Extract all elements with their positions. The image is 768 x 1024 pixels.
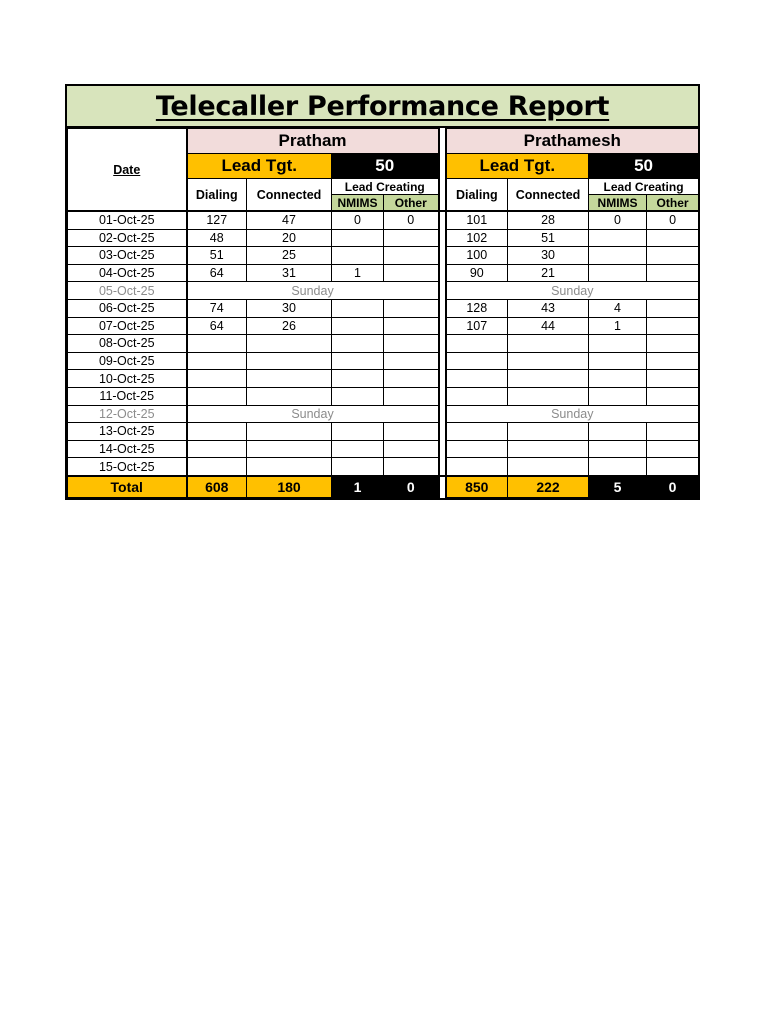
dialing-cell: 127 xyxy=(187,211,247,229)
other-cell xyxy=(384,423,439,441)
total-label: Total xyxy=(68,476,187,498)
connected-cell xyxy=(508,458,589,476)
other-cell xyxy=(384,335,439,353)
agent-name-prathamesh: Prathamesh xyxy=(446,129,699,154)
column-separator xyxy=(439,264,446,282)
date-cell: 11-Oct-25 xyxy=(68,387,187,405)
connected-cell: 25 xyxy=(247,247,332,265)
date-cell: 01-Oct-25 xyxy=(68,211,187,229)
table-row xyxy=(68,335,699,353)
connected-cell: 30 xyxy=(508,247,589,265)
dialing-cell xyxy=(446,440,508,458)
other-cell xyxy=(647,440,699,458)
other-cell xyxy=(647,352,699,370)
total-connected: 222 xyxy=(508,476,589,498)
connected-cell: 21 xyxy=(508,264,589,282)
nmims-cell xyxy=(589,247,647,265)
connected-cell xyxy=(508,370,589,388)
connected-cell xyxy=(508,387,589,405)
dialing-cell: 48 xyxy=(187,229,247,247)
lead-target-label: Lead Tgt. xyxy=(446,154,589,179)
other-header: Other xyxy=(384,195,439,212)
date-cell: 10-Oct-25 xyxy=(68,370,187,388)
column-separator xyxy=(439,282,446,300)
connected-cell: 31 xyxy=(247,264,332,282)
total-nmims: 5 xyxy=(589,476,647,498)
dialing-cell: 74 xyxy=(187,299,247,317)
dialing-cell xyxy=(187,440,247,458)
nmims-header: NMIMS xyxy=(589,195,647,212)
nmims-cell: 0 xyxy=(332,211,384,229)
nmims-cell xyxy=(589,264,647,282)
nmims-cell xyxy=(332,387,384,405)
other-cell xyxy=(647,247,699,265)
other-cell: 0 xyxy=(384,211,439,229)
table-row xyxy=(68,247,699,265)
dialing-cell xyxy=(446,335,508,353)
date-header: Date xyxy=(68,129,187,212)
dialing-cell xyxy=(446,458,508,476)
dialing-cell: 128 xyxy=(446,299,508,317)
connected-cell: 20 xyxy=(247,229,332,247)
nmims-cell xyxy=(332,458,384,476)
total-dialing: 608 xyxy=(187,476,247,498)
table-row xyxy=(68,264,699,282)
total-other: 0 xyxy=(647,476,699,498)
nmims-cell xyxy=(332,440,384,458)
column-separator xyxy=(439,423,446,441)
column-separator xyxy=(439,476,446,498)
other-cell xyxy=(384,352,439,370)
nmims-cell xyxy=(332,370,384,388)
table-row xyxy=(68,211,699,229)
date-cell: 02-Oct-25 xyxy=(68,229,187,247)
table-row xyxy=(68,458,699,476)
table-row xyxy=(68,352,699,370)
connected-cell: 28 xyxy=(508,211,589,229)
dialing-cell: 64 xyxy=(187,264,247,282)
report-title: Telecaller Performance Report xyxy=(155,90,610,122)
dialing-cell xyxy=(187,423,247,441)
connected-cell xyxy=(247,458,332,476)
dialing-header: Dialing xyxy=(446,179,508,212)
date-cell: 09-Oct-25 xyxy=(68,352,187,370)
date-cell: 13-Oct-25 xyxy=(68,423,187,441)
dialing-cell: 51 xyxy=(187,247,247,265)
table-row xyxy=(68,387,699,405)
lead-creating-header: Lead Creating xyxy=(589,179,699,195)
nmims-cell xyxy=(589,387,647,405)
nmims-cell xyxy=(589,440,647,458)
other-cell xyxy=(647,423,699,441)
dialing-header: Dialing xyxy=(187,179,247,212)
column-separator xyxy=(439,129,446,212)
connected-header: Connected xyxy=(508,179,589,212)
other-cell xyxy=(384,264,439,282)
connected-cell xyxy=(508,335,589,353)
dialing-cell xyxy=(446,387,508,405)
connected-cell: 43 xyxy=(508,299,589,317)
dialing-cell xyxy=(446,370,508,388)
dialing-cell: 90 xyxy=(446,264,508,282)
date-cell: 07-Oct-25 xyxy=(68,317,187,335)
date-cell: 06-Oct-25 xyxy=(68,299,187,317)
dialing-cell: 107 xyxy=(446,317,508,335)
nmims-cell xyxy=(332,247,384,265)
other-cell xyxy=(384,387,439,405)
sunday-label: Sunday xyxy=(187,282,439,300)
connected-cell: 30 xyxy=(247,299,332,317)
performance-report xyxy=(65,84,700,500)
dialing-cell xyxy=(187,335,247,353)
sunday-label: Sunday xyxy=(187,405,439,423)
date-cell: 12-Oct-25 xyxy=(68,405,187,423)
table-row xyxy=(68,423,699,441)
nmims-cell xyxy=(589,423,647,441)
connected-cell: 51 xyxy=(508,229,589,247)
connected-header: Connected xyxy=(247,179,332,212)
total-nmims: 1 xyxy=(332,476,384,498)
table-row xyxy=(68,370,699,388)
nmims-cell xyxy=(589,229,647,247)
nmims-cell xyxy=(332,229,384,247)
nmims-cell xyxy=(332,423,384,441)
table-row xyxy=(68,405,699,423)
date-cell: 03-Oct-25 xyxy=(68,247,187,265)
column-separator xyxy=(439,335,446,353)
table-row xyxy=(68,229,699,247)
nmims-header: NMIMS xyxy=(332,195,384,212)
nmims-cell: 0 xyxy=(589,211,647,229)
total-dialing: 850 xyxy=(446,476,508,498)
lead-creating-header: Lead Creating xyxy=(332,179,439,195)
connected-cell xyxy=(247,423,332,441)
table-row xyxy=(68,440,699,458)
other-cell xyxy=(647,387,699,405)
nmims-cell xyxy=(589,370,647,388)
date-cell: 08-Oct-25 xyxy=(68,335,187,353)
total-connected: 180 xyxy=(247,476,332,498)
other-cell xyxy=(647,317,699,335)
dialing-cell: 101 xyxy=(446,211,508,229)
report-table xyxy=(67,128,699,498)
dialing-cell: 100 xyxy=(446,247,508,265)
other-cell: 0 xyxy=(647,211,699,229)
table-row xyxy=(68,299,699,317)
other-header: Other xyxy=(647,195,699,212)
column-separator xyxy=(439,299,446,317)
column-separator xyxy=(439,405,446,423)
lead-target-label: Lead Tgt. xyxy=(187,154,332,179)
other-cell xyxy=(647,264,699,282)
column-separator xyxy=(439,317,446,335)
sunday-label: Sunday xyxy=(446,282,699,300)
nmims-cell xyxy=(589,335,647,353)
agent-name-pratham: Pratham xyxy=(187,129,439,154)
other-cell xyxy=(647,229,699,247)
date-cell: 05-Oct-25 xyxy=(68,282,187,300)
dialing-cell xyxy=(446,352,508,370)
nmims-cell: 4 xyxy=(589,299,647,317)
connected-cell xyxy=(508,352,589,370)
other-cell xyxy=(384,247,439,265)
connected-cell xyxy=(247,440,332,458)
connected-cell xyxy=(508,423,589,441)
column-separator xyxy=(439,387,446,405)
nmims-cell xyxy=(332,335,384,353)
other-cell xyxy=(384,229,439,247)
nmims-cell xyxy=(332,352,384,370)
connected-cell: 44 xyxy=(508,317,589,335)
dialing-cell xyxy=(187,370,247,388)
column-separator xyxy=(439,440,446,458)
table-row xyxy=(68,317,699,335)
total-other: 0 xyxy=(384,476,439,498)
connected-cell xyxy=(247,387,332,405)
date-cell: 15-Oct-25 xyxy=(68,458,187,476)
other-cell xyxy=(384,370,439,388)
dialing-cell xyxy=(446,423,508,441)
other-cell xyxy=(647,370,699,388)
total-row xyxy=(68,476,699,498)
other-cell xyxy=(647,458,699,476)
dialing-cell xyxy=(187,387,247,405)
column-separator xyxy=(439,352,446,370)
table-row xyxy=(68,282,699,300)
other-cell xyxy=(384,458,439,476)
other-cell xyxy=(384,299,439,317)
connected-cell xyxy=(247,370,332,388)
connected-cell xyxy=(508,440,589,458)
column-separator xyxy=(439,247,446,265)
lead-target-value: 50 xyxy=(589,154,699,179)
column-separator xyxy=(439,229,446,247)
connected-cell: 47 xyxy=(247,211,332,229)
nmims-cell: 1 xyxy=(589,317,647,335)
other-cell xyxy=(647,299,699,317)
connected-cell xyxy=(247,335,332,353)
connected-cell xyxy=(247,352,332,370)
nmims-cell xyxy=(589,352,647,370)
title-bar xyxy=(67,86,698,128)
lead-target-value: 50 xyxy=(332,154,439,179)
nmims-cell xyxy=(332,317,384,335)
column-separator xyxy=(439,458,446,476)
sunday-label: Sunday xyxy=(446,405,699,423)
nmims-cell xyxy=(589,458,647,476)
date-cell: 14-Oct-25 xyxy=(68,440,187,458)
dialing-cell xyxy=(187,352,247,370)
other-cell xyxy=(647,335,699,353)
nmims-cell: 1 xyxy=(332,264,384,282)
column-separator xyxy=(439,370,446,388)
dialing-cell: 102 xyxy=(446,229,508,247)
column-separator xyxy=(439,211,446,229)
dialing-cell: 64 xyxy=(187,317,247,335)
dialing-cell xyxy=(187,458,247,476)
date-cell: 04-Oct-25 xyxy=(68,264,187,282)
connected-cell: 26 xyxy=(247,317,332,335)
nmims-cell xyxy=(332,299,384,317)
other-cell xyxy=(384,440,439,458)
other-cell xyxy=(384,317,439,335)
